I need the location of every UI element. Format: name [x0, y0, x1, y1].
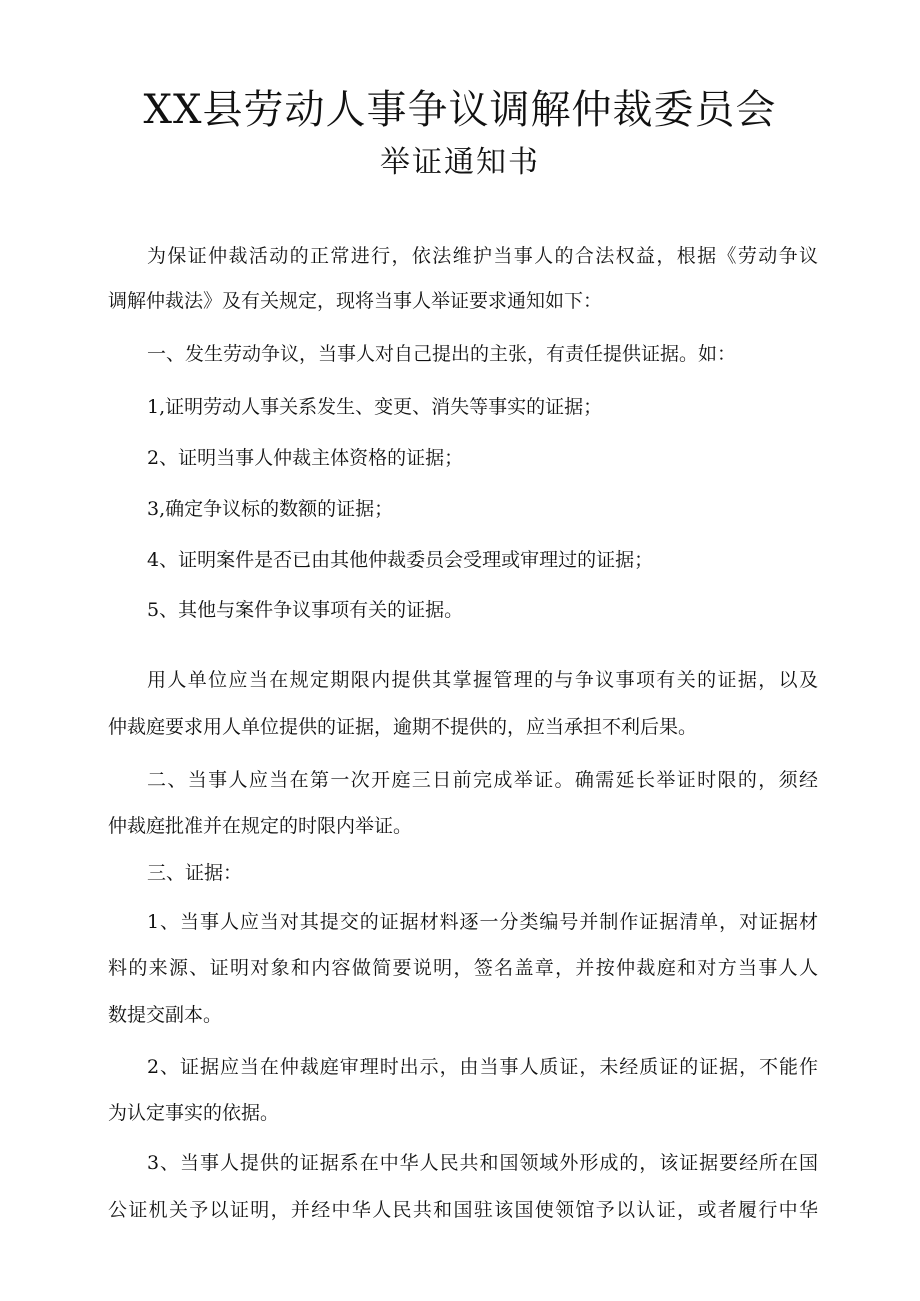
paragraph-line: 调解仲裁法》及有关规定，现将当事人举证要求通知如下： — [108, 290, 603, 312]
paragraph-line: 料的来源、证明对象和内容做简要说明，签名盖章，并按仲裁庭和对方当事人人 — [108, 957, 818, 979]
paragraph-line: 公证机关予以证明，并经中华人民共和国驻该国使领馆予以认证，或者履行中华 — [108, 1199, 818, 1221]
paragraph-line: 为保证仲裁活动的正常进行，依法维护当事人的合法权益，根据《劳动争议 — [147, 245, 818, 267]
paragraph-line: 仲裁庭要求用人单位提供的证据，逾期不提供的，应当承担不利后果。 — [108, 716, 698, 738]
section-heading: 三、证据： — [147, 862, 243, 884]
list-item: 1,证明劳动人事关系发生、变更、消失等事实的证据； — [147, 396, 603, 418]
paragraph-line: 用人单位应当在规定期限内提供其掌握管理的与争议事项有关的证据，以及 — [147, 669, 818, 691]
paragraph-line: 3、当事人提供的证据系在中华人民共和国领域外形成的，该证据要经所在国 — [147, 1152, 818, 1174]
list-item: 3,确定争议标的数额的证据； — [147, 498, 394, 520]
paragraph-line: 仲裁庭批准并在规定的时限内举证。 — [108, 815, 413, 837]
paragraph-line: 一、发生劳动争议，当事人对自己提出的主张，有责任提供证据。如： — [147, 343, 737, 365]
paragraph-line: 数提交副本。 — [108, 1004, 223, 1026]
list-item: 5、其他与案件争议事项有关的证据。 — [147, 599, 464, 621]
paragraph-line: 1、当事人应当对其提交的证据材料逐一分类编号并制作证据清单，对证据材 — [147, 911, 818, 933]
paragraph-line: 为认定事实的依据。 — [108, 1102, 280, 1124]
list-item: 4、证明案件是否已由其他仲裁委员会受理或审理过的证据； — [147, 549, 654, 571]
document-title: XX县劳动人事争议调解仲裁委员会 — [143, 87, 777, 133]
document-subtitle: 举证通知书 — [380, 145, 540, 180]
paragraph-line: 2、证据应当在仲裁庭审理时出示，由当事人质证，未经质证的证据，不能作 — [147, 1056, 818, 1078]
paragraph-line: 二、当事人应当在第一次开庭三日前完成举证。确需延长举证时限的，须经 — [147, 769, 818, 791]
list-item: 2、证明当事人仲裁主体资格的证据； — [147, 447, 464, 469]
